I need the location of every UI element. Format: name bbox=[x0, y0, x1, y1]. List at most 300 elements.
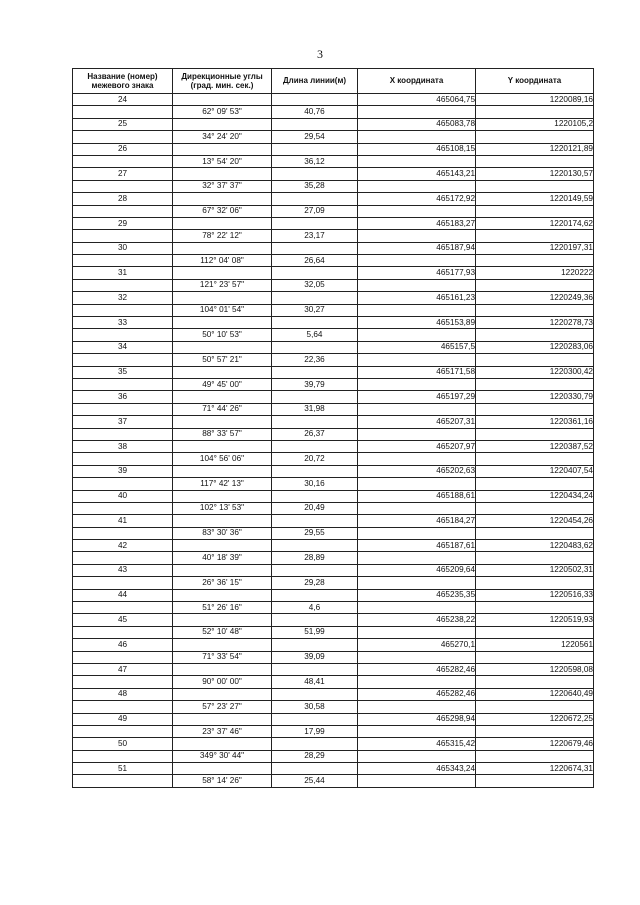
line-length-cell bbox=[272, 168, 358, 180]
header-marker-name: Название (номер) межевого знака bbox=[73, 69, 173, 94]
marker-name-cell bbox=[73, 155, 173, 167]
table-row bbox=[73, 94, 594, 106]
bearing-angle-cell bbox=[173, 366, 272, 378]
y-coordinate-cell bbox=[476, 527, 594, 539]
bearing-angle-cell: 78° 22' 12" bbox=[173, 230, 272, 242]
marker-name-cell bbox=[73, 428, 173, 440]
y-coordinate-cell bbox=[476, 428, 594, 440]
y-coordinate-cell bbox=[476, 230, 594, 242]
x-coordinate-cell: 465161,23 bbox=[358, 292, 476, 304]
line-length-cell bbox=[272, 193, 358, 205]
bearing-angle-cell: 102° 13' 53" bbox=[173, 502, 272, 514]
bearing-angle-cell bbox=[173, 515, 272, 527]
table-row bbox=[73, 118, 594, 130]
marker-name-cell: 30 bbox=[73, 242, 173, 254]
bearing-angle-cell bbox=[173, 490, 272, 502]
line-length-cell bbox=[272, 663, 358, 675]
table-row bbox=[73, 378, 594, 390]
table-row bbox=[73, 564, 594, 576]
x-coordinate-cell bbox=[358, 701, 476, 713]
table-row bbox=[73, 453, 594, 465]
line-length-cell: 27,09 bbox=[272, 205, 358, 217]
x-coordinate-cell: 465207,97 bbox=[358, 440, 476, 452]
marker-name-cell: 35 bbox=[73, 366, 173, 378]
line-length-cell bbox=[272, 292, 358, 304]
x-coordinate-cell bbox=[358, 205, 476, 217]
y-coordinate-cell bbox=[476, 577, 594, 589]
table-row bbox=[73, 428, 594, 440]
bearing-angle-cell bbox=[173, 193, 272, 205]
x-coordinate-cell bbox=[358, 131, 476, 143]
bearing-angle-cell: 49° 45' 00" bbox=[173, 378, 272, 390]
x-coordinate-cell bbox=[358, 626, 476, 638]
marker-name-cell: 42 bbox=[73, 540, 173, 552]
bearing-angle-cell: 13° 54' 20" bbox=[173, 155, 272, 167]
bearing-angle-cell bbox=[173, 688, 272, 700]
marker-name-cell bbox=[73, 577, 173, 589]
line-length-cell bbox=[272, 614, 358, 626]
marker-name-cell bbox=[73, 676, 173, 688]
y-coordinate-cell bbox=[476, 478, 594, 490]
line-length-cell bbox=[272, 143, 358, 155]
marker-name-cell bbox=[73, 131, 173, 143]
table-row bbox=[73, 180, 594, 192]
table-row bbox=[73, 490, 594, 502]
y-coordinate-cell: 1220330,79 bbox=[476, 391, 594, 403]
bearing-angle-cell: 71° 33' 54" bbox=[173, 651, 272, 663]
x-coordinate-cell bbox=[358, 651, 476, 663]
marker-name-cell bbox=[73, 602, 173, 614]
x-coordinate-cell bbox=[358, 106, 476, 118]
bearing-angle-cell bbox=[173, 540, 272, 552]
line-length-cell: 30,16 bbox=[272, 478, 358, 490]
bearing-angle-cell: 90° 00' 00" bbox=[173, 676, 272, 688]
x-coordinate-cell: 465187,61 bbox=[358, 540, 476, 552]
line-length-cell: 20,72 bbox=[272, 453, 358, 465]
y-coordinate-cell bbox=[476, 131, 594, 143]
marker-name-cell: 33 bbox=[73, 317, 173, 329]
x-coordinate-cell bbox=[358, 378, 476, 390]
table-row bbox=[73, 205, 594, 217]
x-coordinate-cell bbox=[358, 725, 476, 737]
x-coordinate-cell: 465064,75 bbox=[358, 94, 476, 106]
x-coordinate-cell: 465298,94 bbox=[358, 713, 476, 725]
line-length-cell bbox=[272, 391, 358, 403]
marker-name-cell: 51 bbox=[73, 763, 173, 775]
marker-name-cell: 48 bbox=[73, 688, 173, 700]
line-length-cell bbox=[272, 341, 358, 353]
x-coordinate-cell bbox=[358, 255, 476, 267]
table-row bbox=[73, 577, 594, 589]
marker-name-cell: 28 bbox=[73, 193, 173, 205]
x-coordinate-cell: 465188,61 bbox=[358, 490, 476, 502]
marker-name-cell bbox=[73, 378, 173, 390]
marker-name-cell bbox=[73, 502, 173, 514]
bearing-angle-cell: 51° 26' 16" bbox=[173, 602, 272, 614]
x-coordinate-cell: 465177,93 bbox=[358, 267, 476, 279]
line-length-cell: 4,6 bbox=[272, 602, 358, 614]
table-row bbox=[73, 465, 594, 477]
y-coordinate-cell: 1220149,59 bbox=[476, 193, 594, 205]
marker-name-cell: 50 bbox=[73, 738, 173, 750]
table-row bbox=[73, 713, 594, 725]
x-coordinate-cell bbox=[358, 155, 476, 167]
x-coordinate-cell: 465083,78 bbox=[358, 118, 476, 130]
x-coordinate-cell bbox=[358, 552, 476, 564]
bearing-angle-cell: 52° 10' 48" bbox=[173, 626, 272, 638]
y-coordinate-cell: 1220454,26 bbox=[476, 515, 594, 527]
y-coordinate-cell: 1220174,62 bbox=[476, 217, 594, 229]
marker-name-cell bbox=[73, 750, 173, 762]
x-coordinate-cell bbox=[358, 329, 476, 341]
y-coordinate-cell bbox=[476, 155, 594, 167]
table-row bbox=[73, 540, 594, 552]
header-x-coordinate: X координата bbox=[358, 69, 476, 94]
line-length-cell: 51,99 bbox=[272, 626, 358, 638]
line-length-cell bbox=[272, 416, 358, 428]
bearing-angle-cell: 104° 01' 54" bbox=[173, 304, 272, 316]
bearing-angle-cell bbox=[173, 440, 272, 452]
table-row bbox=[73, 155, 594, 167]
y-coordinate-cell: 1220561 bbox=[476, 639, 594, 651]
bearing-angle-cell bbox=[173, 639, 272, 651]
table-row bbox=[73, 354, 594, 366]
x-coordinate-cell bbox=[358, 428, 476, 440]
line-length-cell bbox=[272, 589, 358, 601]
line-length-cell: 39,79 bbox=[272, 378, 358, 390]
table-row bbox=[73, 391, 594, 403]
line-length-cell: 36,12 bbox=[272, 155, 358, 167]
table-row bbox=[73, 676, 594, 688]
x-coordinate-cell: 465184,27 bbox=[358, 515, 476, 527]
bearing-angle-cell: 50° 10' 53" bbox=[173, 329, 272, 341]
table-row bbox=[73, 255, 594, 267]
line-length-cell bbox=[272, 440, 358, 452]
table-row bbox=[73, 515, 594, 527]
bearing-angle-cell bbox=[173, 143, 272, 155]
x-coordinate-cell: 465282,46 bbox=[358, 688, 476, 700]
table-row bbox=[73, 267, 594, 279]
y-coordinate-cell bbox=[476, 552, 594, 564]
table-row bbox=[73, 502, 594, 514]
bearing-angle-cell: 121° 23' 57" bbox=[173, 279, 272, 291]
x-coordinate-cell: 465171,58 bbox=[358, 366, 476, 378]
marker-name-cell: 39 bbox=[73, 465, 173, 477]
line-length-cell: 29,55 bbox=[272, 527, 358, 539]
marker-name-cell bbox=[73, 453, 173, 465]
y-coordinate-cell: 1220121,89 bbox=[476, 143, 594, 155]
y-coordinate-cell bbox=[476, 502, 594, 514]
bearing-angle-cell: 26° 36' 15" bbox=[173, 577, 272, 589]
x-coordinate-cell: 465187,94 bbox=[358, 242, 476, 254]
table-row bbox=[73, 217, 594, 229]
x-coordinate-cell bbox=[358, 279, 476, 291]
y-coordinate-cell bbox=[476, 701, 594, 713]
table-row bbox=[73, 242, 594, 254]
x-coordinate-cell bbox=[358, 577, 476, 589]
x-coordinate-cell: 465270,1 bbox=[358, 639, 476, 651]
x-coordinate-cell bbox=[358, 403, 476, 415]
line-length-cell bbox=[272, 94, 358, 106]
line-length-cell: 35,28 bbox=[272, 180, 358, 192]
y-coordinate-cell bbox=[476, 775, 594, 787]
x-coordinate-cell: 465238,22 bbox=[358, 614, 476, 626]
bearing-angle-cell bbox=[173, 317, 272, 329]
line-length-cell bbox=[272, 564, 358, 576]
bearing-angle-cell bbox=[173, 217, 272, 229]
coordinates-table bbox=[72, 68, 594, 788]
table-row bbox=[73, 651, 594, 663]
y-coordinate-cell: 1220407,54 bbox=[476, 465, 594, 477]
x-coordinate-cell bbox=[358, 304, 476, 316]
line-length-cell bbox=[272, 713, 358, 725]
marker-name-cell: 36 bbox=[73, 391, 173, 403]
marker-name-cell: 44 bbox=[73, 589, 173, 601]
x-coordinate-cell bbox=[358, 602, 476, 614]
y-coordinate-cell: 1220278,73 bbox=[476, 317, 594, 329]
y-coordinate-cell: 1220089,16 bbox=[476, 94, 594, 106]
table-row bbox=[73, 701, 594, 713]
y-coordinate-cell: 1220674,31 bbox=[476, 763, 594, 775]
line-length-cell bbox=[272, 515, 358, 527]
marker-name-cell bbox=[73, 255, 173, 267]
y-coordinate-cell bbox=[476, 255, 594, 267]
y-coordinate-cell: 1220387,52 bbox=[476, 440, 594, 452]
bearing-angle-cell: 40° 18' 39" bbox=[173, 552, 272, 564]
table-row bbox=[73, 416, 594, 428]
bearing-angle-cell bbox=[173, 465, 272, 477]
line-length-cell: 26,37 bbox=[272, 428, 358, 440]
table-row bbox=[73, 552, 594, 564]
table-row bbox=[73, 775, 594, 787]
table-row bbox=[73, 317, 594, 329]
y-coordinate-cell bbox=[476, 205, 594, 217]
table-row bbox=[73, 341, 594, 353]
table-row bbox=[73, 292, 594, 304]
marker-name-cell: 46 bbox=[73, 639, 173, 651]
table-row bbox=[73, 688, 594, 700]
bearing-angle-cell bbox=[173, 564, 272, 576]
line-length-cell bbox=[272, 540, 358, 552]
marker-name-cell bbox=[73, 354, 173, 366]
bearing-angle-cell: 112° 04' 08" bbox=[173, 255, 272, 267]
bearing-angle-cell bbox=[173, 763, 272, 775]
marker-name-cell: 49 bbox=[73, 713, 173, 725]
y-coordinate-cell: 1220640,49 bbox=[476, 688, 594, 700]
table-row bbox=[73, 725, 594, 737]
table-body bbox=[73, 94, 594, 788]
marker-name-cell: 37 bbox=[73, 416, 173, 428]
marker-name-cell bbox=[73, 205, 173, 217]
bearing-angle-cell bbox=[173, 614, 272, 626]
line-length-cell bbox=[272, 639, 358, 651]
bearing-angle-cell: 58° 14' 26" bbox=[173, 775, 272, 787]
bearing-angle-cell: 57° 23' 27" bbox=[173, 701, 272, 713]
y-coordinate-cell bbox=[476, 725, 594, 737]
marker-name-cell: 32 bbox=[73, 292, 173, 304]
line-length-cell: 32,05 bbox=[272, 279, 358, 291]
marker-name-cell: 27 bbox=[73, 168, 173, 180]
y-coordinate-cell: 1220519,93 bbox=[476, 614, 594, 626]
line-length-cell: 28,29 bbox=[272, 750, 358, 762]
header-line-length: Длина линии(м) bbox=[272, 69, 358, 94]
bearing-angle-cell bbox=[173, 267, 272, 279]
y-coordinate-cell: 1220672,25 bbox=[476, 713, 594, 725]
bearing-angle-cell bbox=[173, 341, 272, 353]
line-length-cell: 29,54 bbox=[272, 131, 358, 143]
y-coordinate-cell: 1220679,46 bbox=[476, 738, 594, 750]
line-length-cell bbox=[272, 688, 358, 700]
bearing-angle-cell: 23° 37' 46" bbox=[173, 725, 272, 737]
bearing-angle-cell: 32° 37' 37" bbox=[173, 180, 272, 192]
y-coordinate-cell bbox=[476, 304, 594, 316]
y-coordinate-cell bbox=[476, 180, 594, 192]
bearing-angle-cell bbox=[173, 94, 272, 106]
marker-name-cell bbox=[73, 106, 173, 118]
y-coordinate-cell: 1220197,31 bbox=[476, 242, 594, 254]
line-length-cell: 22,36 bbox=[272, 354, 358, 366]
table-row bbox=[73, 527, 594, 539]
x-coordinate-cell: 465209,64 bbox=[358, 564, 476, 576]
marker-name-cell: 47 bbox=[73, 663, 173, 675]
y-coordinate-cell bbox=[476, 354, 594, 366]
y-coordinate-cell bbox=[476, 329, 594, 341]
y-coordinate-cell: 1220361,16 bbox=[476, 416, 594, 428]
bearing-angle-cell: 71° 44' 26" bbox=[173, 403, 272, 415]
y-coordinate-cell: 1220222 bbox=[476, 267, 594, 279]
table-header-row bbox=[73, 69, 594, 94]
table-row bbox=[73, 131, 594, 143]
bearing-angle-cell: 349° 30' 44" bbox=[173, 750, 272, 762]
bearing-angle-cell: 62° 09' 53" bbox=[173, 106, 272, 118]
marker-name-cell bbox=[73, 701, 173, 713]
table-row bbox=[73, 639, 594, 651]
x-coordinate-cell bbox=[358, 478, 476, 490]
y-coordinate-cell bbox=[476, 106, 594, 118]
bearing-angle-cell: 117° 42' 13" bbox=[173, 478, 272, 490]
line-length-cell: 40,76 bbox=[272, 106, 358, 118]
table-row bbox=[73, 750, 594, 762]
marker-name-cell: 45 bbox=[73, 614, 173, 626]
y-coordinate-cell: 1220516,33 bbox=[476, 589, 594, 601]
line-length-cell: 5,64 bbox=[272, 329, 358, 341]
y-coordinate-cell bbox=[476, 279, 594, 291]
table-row bbox=[73, 304, 594, 316]
x-coordinate-cell: 465197,29 bbox=[358, 391, 476, 403]
line-length-cell: 48,41 bbox=[272, 676, 358, 688]
header-bearing-angle: Дирекционные углы (град. мин. сек.) bbox=[173, 69, 272, 94]
x-coordinate-cell: 465315,42 bbox=[358, 738, 476, 750]
y-coordinate-cell: 1220249,36 bbox=[476, 292, 594, 304]
marker-name-cell: 25 bbox=[73, 118, 173, 130]
marker-name-cell bbox=[73, 304, 173, 316]
x-coordinate-cell bbox=[358, 527, 476, 539]
bearing-angle-cell bbox=[173, 118, 272, 130]
bearing-angle-cell bbox=[173, 416, 272, 428]
y-coordinate-cell bbox=[476, 676, 594, 688]
bearing-angle-cell bbox=[173, 292, 272, 304]
y-coordinate-cell: 1220483,62 bbox=[476, 540, 594, 552]
x-coordinate-cell: 465207,31 bbox=[358, 416, 476, 428]
bearing-angle-cell bbox=[173, 589, 272, 601]
table-row bbox=[73, 763, 594, 775]
x-coordinate-cell bbox=[358, 354, 476, 366]
x-coordinate-cell bbox=[358, 453, 476, 465]
line-length-cell bbox=[272, 217, 358, 229]
x-coordinate-cell: 465172,92 bbox=[358, 193, 476, 205]
line-length-cell: 39,09 bbox=[272, 651, 358, 663]
marker-name-cell bbox=[73, 478, 173, 490]
y-coordinate-cell bbox=[476, 626, 594, 638]
bearing-angle-cell: 50° 57' 21" bbox=[173, 354, 272, 366]
x-coordinate-cell bbox=[358, 775, 476, 787]
marker-name-cell: 24 bbox=[73, 94, 173, 106]
y-coordinate-cell bbox=[476, 453, 594, 465]
x-coordinate-cell bbox=[358, 750, 476, 762]
table-row bbox=[73, 143, 594, 155]
marker-name-cell bbox=[73, 403, 173, 415]
x-coordinate-cell bbox=[358, 676, 476, 688]
bearing-angle-cell: 67° 32' 06" bbox=[173, 205, 272, 217]
x-coordinate-cell: 465235,35 bbox=[358, 589, 476, 601]
y-coordinate-cell: 1220598,08 bbox=[476, 663, 594, 675]
line-length-cell bbox=[272, 366, 358, 378]
x-coordinate-cell: 465157,5 bbox=[358, 341, 476, 353]
marker-name-cell bbox=[73, 230, 173, 242]
table-row bbox=[73, 403, 594, 415]
marker-name-cell bbox=[73, 552, 173, 564]
x-coordinate-cell: 465343,24 bbox=[358, 763, 476, 775]
y-coordinate-cell bbox=[476, 750, 594, 762]
line-length-cell bbox=[272, 242, 358, 254]
line-length-cell bbox=[272, 317, 358, 329]
line-length-cell bbox=[272, 267, 358, 279]
bearing-angle-cell: 104° 56' 06" bbox=[173, 453, 272, 465]
line-length-cell: 30,27 bbox=[272, 304, 358, 316]
y-coordinate-cell: 1220434,24 bbox=[476, 490, 594, 502]
bearing-angle-cell bbox=[173, 663, 272, 675]
table-row bbox=[73, 106, 594, 118]
bearing-angle-cell bbox=[173, 242, 272, 254]
x-coordinate-cell: 465143,21 bbox=[358, 168, 476, 180]
x-coordinate-cell: 465202,63 bbox=[358, 465, 476, 477]
marker-name-cell: 34 bbox=[73, 341, 173, 353]
table-row bbox=[73, 626, 594, 638]
table-row bbox=[73, 738, 594, 750]
marker-name-cell bbox=[73, 180, 173, 192]
x-coordinate-cell: 465282,46 bbox=[358, 663, 476, 675]
marker-name-cell: 26 bbox=[73, 143, 173, 155]
y-coordinate-cell bbox=[476, 378, 594, 390]
bearing-angle-cell bbox=[173, 391, 272, 403]
x-coordinate-cell bbox=[358, 230, 476, 242]
y-coordinate-cell bbox=[476, 403, 594, 415]
table-row bbox=[73, 329, 594, 341]
y-coordinate-cell: 1220502,31 bbox=[476, 564, 594, 576]
marker-name-cell: 40 bbox=[73, 490, 173, 502]
line-length-cell: 17,99 bbox=[272, 725, 358, 737]
bearing-angle-cell: 83° 30' 36" bbox=[173, 527, 272, 539]
x-coordinate-cell: 465183,27 bbox=[358, 217, 476, 229]
marker-name-cell: 31 bbox=[73, 267, 173, 279]
page-number: 3 bbox=[317, 47, 323, 61]
line-length-cell bbox=[272, 118, 358, 130]
line-length-cell: 23,17 bbox=[272, 230, 358, 242]
table-row bbox=[73, 193, 594, 205]
line-length-cell: 30,58 bbox=[272, 701, 358, 713]
marker-name-cell bbox=[73, 527, 173, 539]
y-coordinate-cell: 1220105,2 bbox=[476, 118, 594, 130]
